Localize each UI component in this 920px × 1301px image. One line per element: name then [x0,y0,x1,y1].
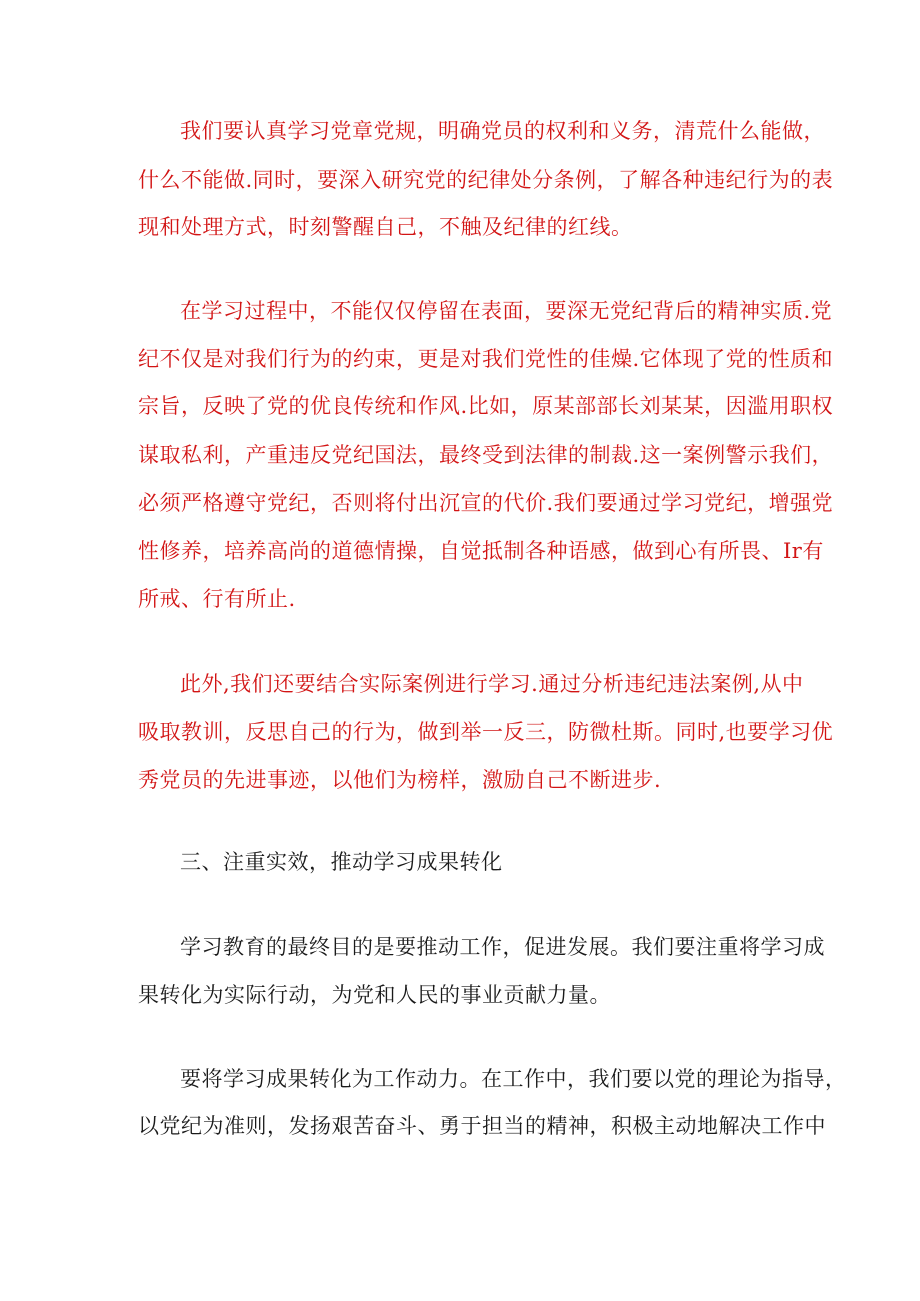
paragraph-1-line-3: 现和处理方式，时刻警醒自己，不触及纪律的红线。 [138,215,633,239]
paragraph-2-line-5: 必须严格遵守党纪，否则将付出沉宣的代价.我们要通过学习党纪，增强党 [138,491,834,515]
paragraph-2-line-1: 在学习过程中，不能仅仅停留在表面，要深无党纪背后的精神实质.党 [180,299,833,323]
paragraph-2-line-3: 宗旨，反映了党的优良传统和作风.比如，原某部部长刘某某，因滥用职权 [138,394,834,418]
paragraph-3-line-2: 吸取教训，反思自己的行为，做到举一反三，防微杜斯。同时,也要学习优 [138,720,834,744]
paragraph-5-line-2: 以党纪为准则，发扬艰苦奋斗、勇于担当的精神，积极主动地解决工作中 [138,1114,826,1138]
paragraph-4-line-2: 果转化为实际行动，为党和人民的事业贡献力量。 [138,983,611,1007]
paragraph-2-line-2: 纪不仅是对我们行为的约束，更是对我们党性的佳燥.它体现了党的性质和 [138,347,834,371]
paragraph-3-line-3: 秀党员的先进事迹，以他们为榜样，激励自己不断进步. [138,768,662,792]
paragraph-4-line-1: 学习教育的最终目的是要推动工作，促进发展。我们要注重将学习成 [180,935,825,959]
section-heading: 三、注重实效，推动学习成果转化 [180,850,503,874]
paragraph-2-line-6: 性修养，培养高尚的道德情操，自觉抵制各种语感，做到心有所畏、Ir有 [138,539,824,563]
paragraph-1-line-1: 我们要认真学习党章党规，明确党员的权利和义务，清荒什么能做， [180,119,825,143]
paragraph-5-line-1: 要将学习成果转化为工作动力。在工作中，我们要以党的理论为指导， [180,1067,847,1091]
paragraph-2-line-7: 所戒、行有所止. [138,587,296,611]
paragraph-2-line-4: 谋取私利，产重违反党纪国法，最终受到法律的制裁.这一案例警示我们， [138,443,834,467]
paragraph-1-line-2: 什么不能做.同时，要深入研究党的纪律处分条例，了解各种违纪行为的表 [138,168,834,192]
paragraph-3-line-1: 此外,我们还要结合实际案例进行学习.通过分析违纪违法案例,从中 [180,672,804,696]
